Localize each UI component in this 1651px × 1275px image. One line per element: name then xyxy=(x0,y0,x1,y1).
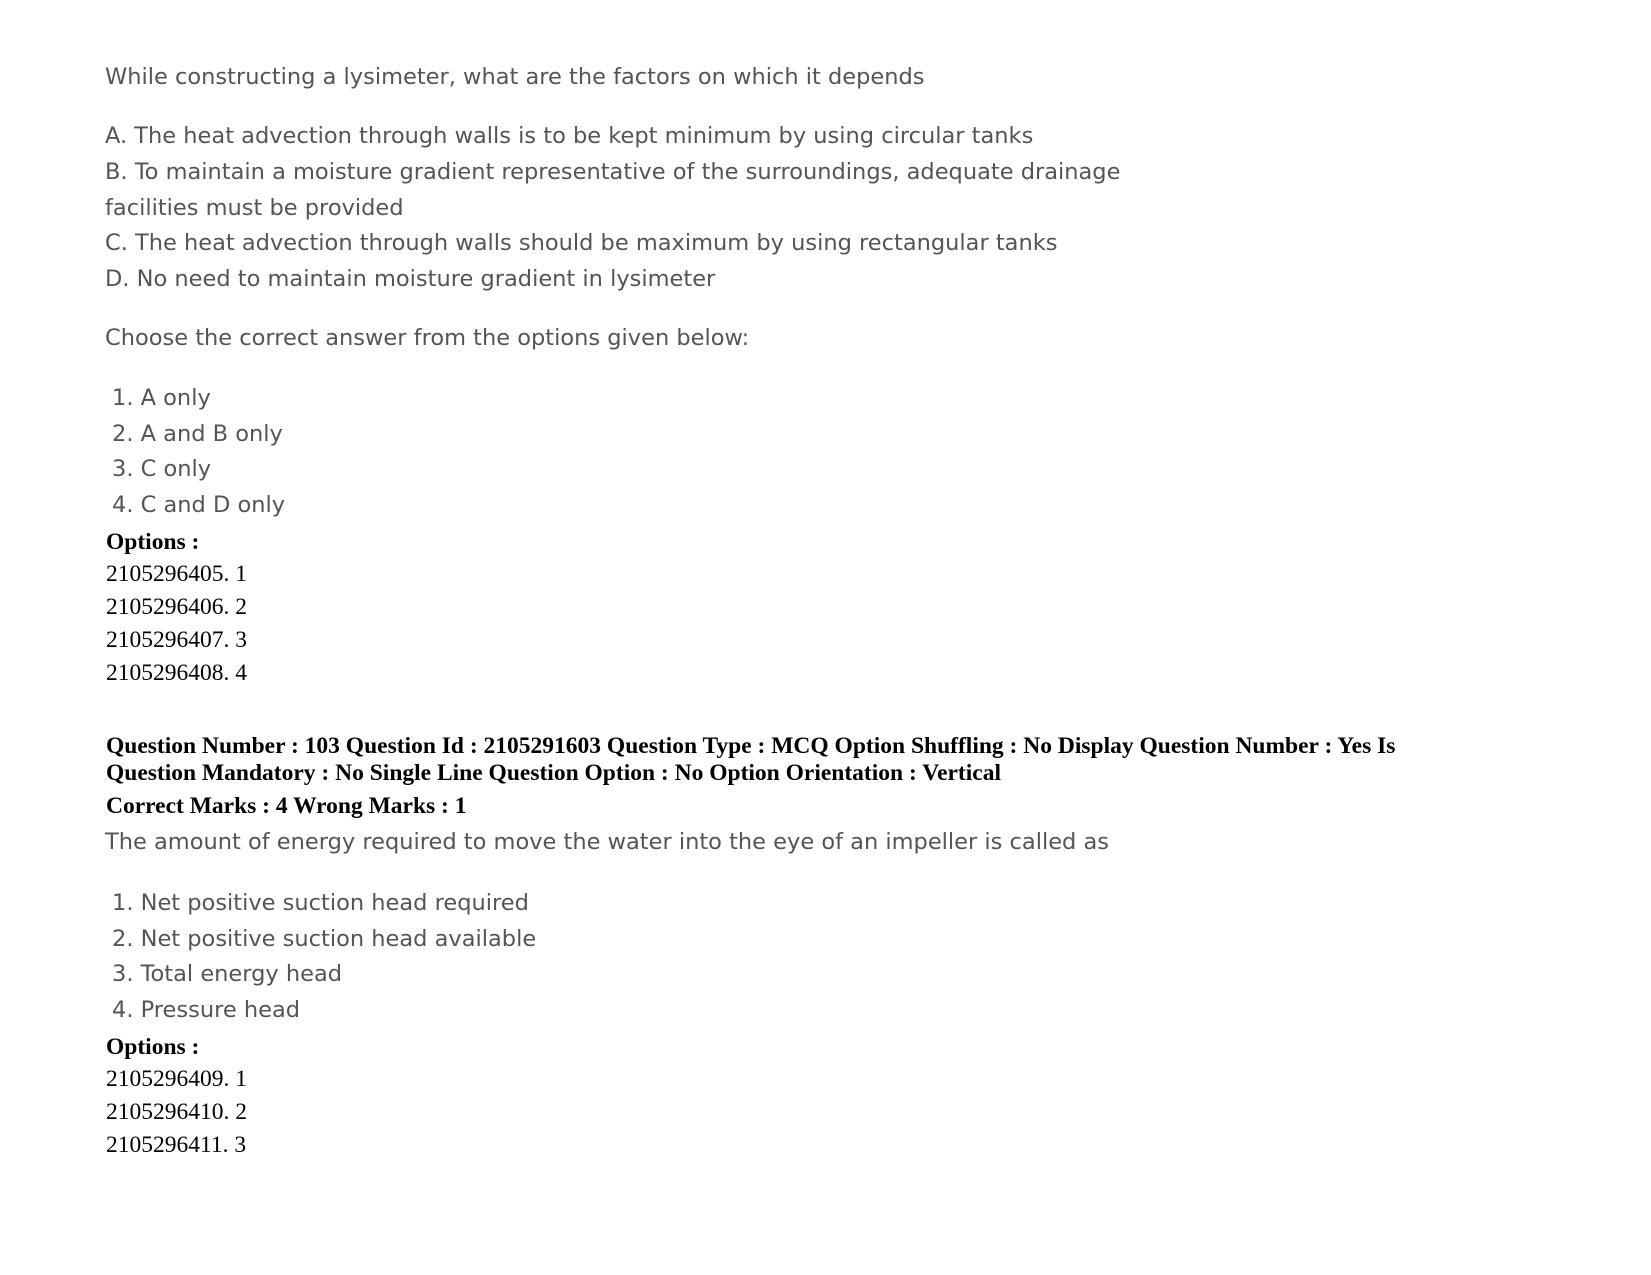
option-id-2: 2105296406. 2 xyxy=(106,594,247,620)
answer-choice-3: 3. C only xyxy=(112,456,212,482)
option-id-2: 2105296410. 2 xyxy=(106,1099,247,1125)
option-id-3: 2105296411. 3 xyxy=(106,1132,247,1158)
question-text: While constructing a lysimeter, what are the factors on which it depends xyxy=(105,64,925,90)
statement-d: D. No need to maintain moisture gradient in lysimeter xyxy=(105,266,716,292)
statement-b: B. To maintain a moisture gradient representative of the surroundings, adequate drainage xyxy=(105,159,1121,185)
answer-choice-3: 3. Total energy head xyxy=(112,961,343,987)
statement-b-continued: facilities must be provided xyxy=(105,195,404,221)
question-meta-line-2: Question Mandatory : No Single Line Question Option : No Option Orientation : Vertical xyxy=(106,760,1001,786)
option-id-4: 2105296408. 4 xyxy=(106,660,247,686)
question-text: The amount of energy required to move the water into the eye of an impeller is called as xyxy=(105,829,1109,855)
option-id-1: 2105296405. 1 xyxy=(106,561,247,587)
answer-choice-2: 2. A and B only xyxy=(112,421,283,447)
answer-choice-1: 1. A only xyxy=(112,385,211,411)
answer-choice-4: 4. Pressure head xyxy=(112,997,301,1023)
answer-choice-2: 2. Net positive suction head available xyxy=(112,926,537,952)
answer-choice-4: 4. C and D only xyxy=(112,492,286,518)
answer-prompt: Choose the correct answer from the options given below: xyxy=(105,325,750,351)
option-id-3: 2105296407. 3 xyxy=(106,627,247,653)
statement-a: A. The heat advection through walls is to be kept minimum by using circular tanks xyxy=(105,123,1034,149)
option-id-1: 2105296409. 1 xyxy=(106,1066,247,1092)
answer-choice-1: 1. Net positive suction head required xyxy=(112,890,529,916)
statement-c: C. The heat advection through walls should be maximum by using rectangular tanks xyxy=(105,230,1058,256)
options-label: Options : xyxy=(106,1034,200,1060)
question-marks: Correct Marks : 4 Wrong Marks : 1 xyxy=(106,793,467,819)
options-label: Options : xyxy=(106,529,200,555)
question-meta-line-1: Question Number : 103 Question Id : 2105291603 Question Type : MCQ Option Shuffling : No Display Question Number : Yes Is xyxy=(106,733,1396,759)
